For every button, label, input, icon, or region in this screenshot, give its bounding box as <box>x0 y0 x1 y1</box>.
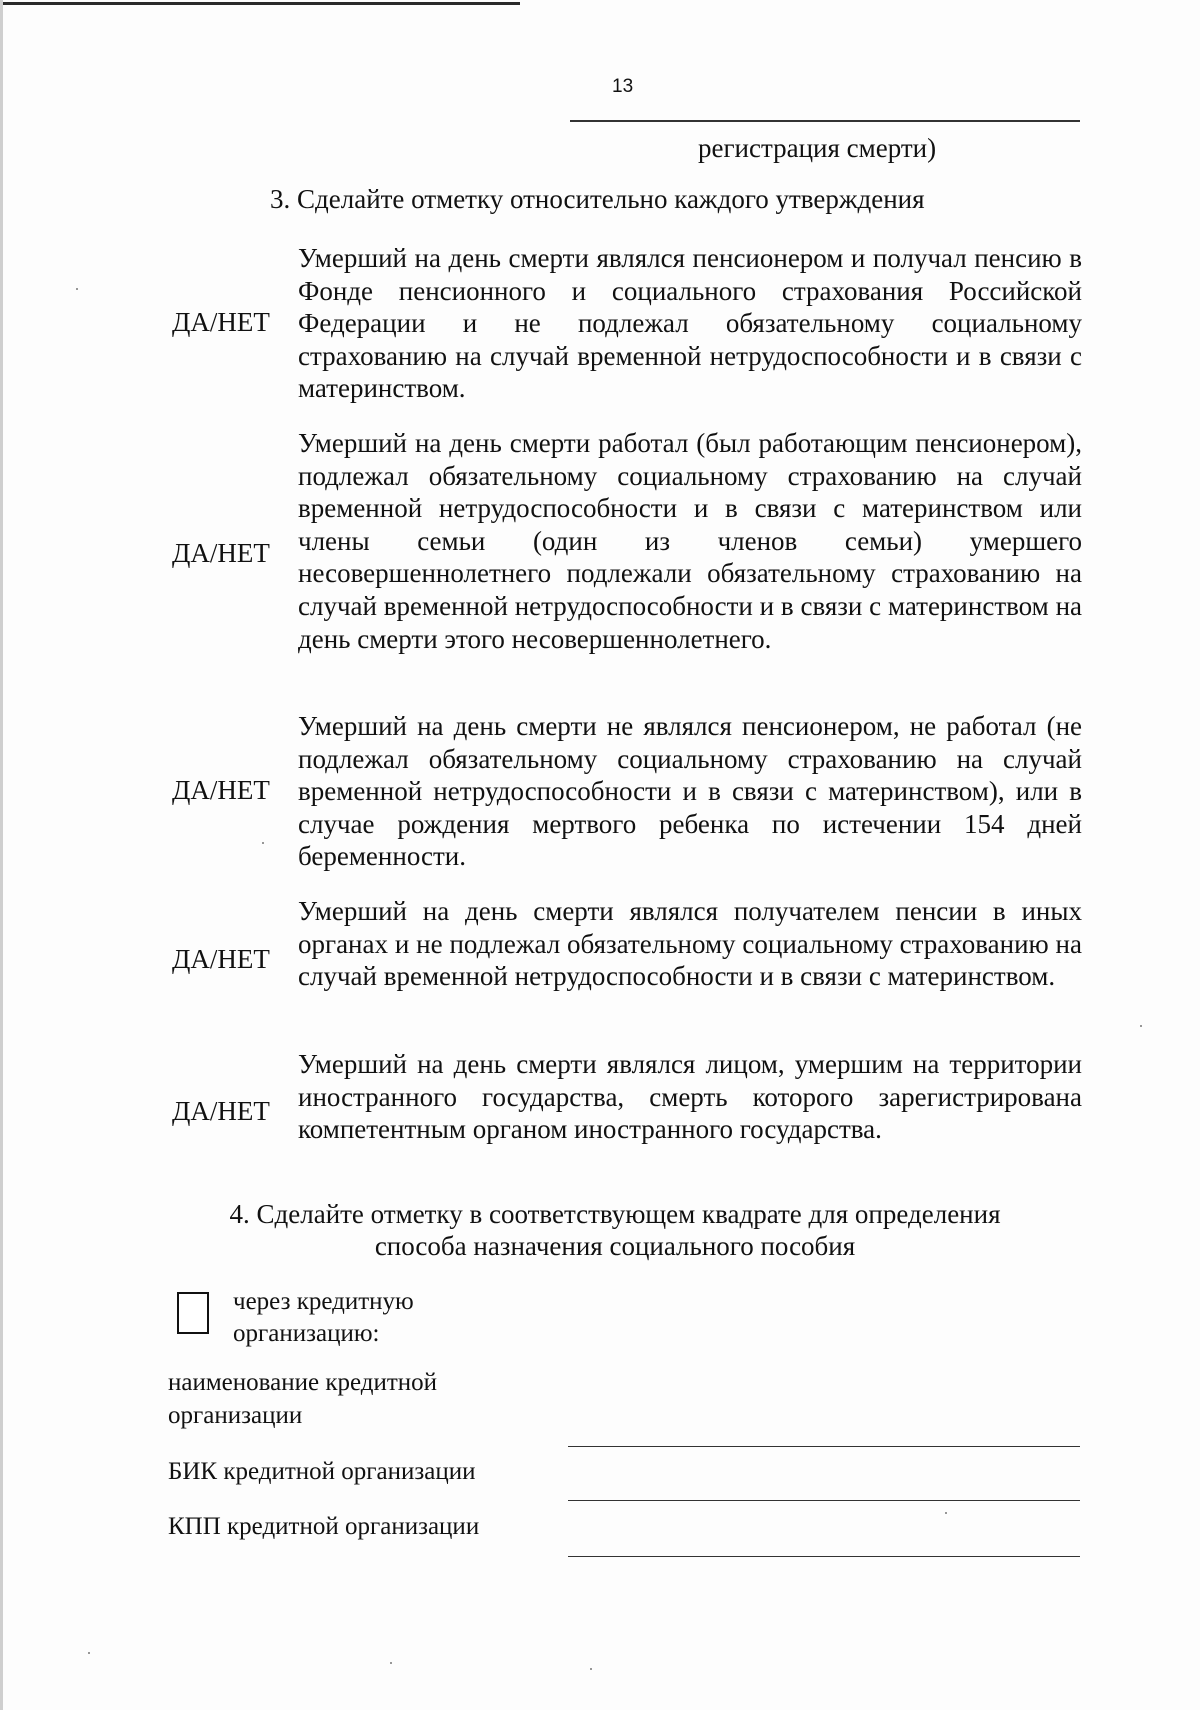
name-label-line-1: наименование кредитной <box>168 1369 438 1396</box>
option-label-line-2: организацию: <box>233 1320 380 1347</box>
statement-4 <box>172 895 1082 1025</box>
header-rule <box>570 120 1080 122</box>
page-number: 13 <box>612 76 634 97</box>
bik-field[interactable] <box>568 1474 1080 1501</box>
scan-speck <box>76 288 78 290</box>
statement-1 <box>172 242 1082 407</box>
statement-text: Умерший на день смерти являлся лицом, умершим на территории иностранного государства, смерть которого зарегистрирована компетентным органом иностранного государства. <box>298 1049 1082 1145</box>
bik-label: БИК кредитной организации <box>168 1458 476 1485</box>
statement-text: Умерший на день смерти не являлся пенсионером, не работал (не подлежал обязательному социальному страхованию на случай временной нетрудоспособности и в связи с материнством), или в случае рождения мертвого ребенка по истечении 154 дней беременности. <box>298 711 1082 872</box>
scan-speck <box>1140 1025 1142 1027</box>
yes-no-marker[interactable]: ДА/НЕТ <box>172 775 270 805</box>
kpp-label: КПП кредитной организации <box>168 1513 480 1540</box>
scan-speck <box>88 1652 90 1654</box>
credit-organization-name-label <box>168 1366 528 1432</box>
statement-2 <box>172 427 1082 685</box>
section-4-title <box>150 1198 1080 1262</box>
scan-edge-top <box>0 2 520 5</box>
yes-no-marker[interactable]: ДА/НЕТ <box>172 944 270 974</box>
statement-text: Умерший на день смерти являлся пенсионером и получал пенсию в Фонде пенсионного и социального страхования Российской Федерации и не подлежал обязательному социальному страхованию на случай временной нетрудоспособности и в связи с материнством. <box>298 243 1082 404</box>
yes-no-marker[interactable]: ДА/НЕТ <box>172 538 270 568</box>
statement-text: Умерший на день смерти работал (был работающим пенсионером), подлежал обязательному социальному страхованию на случай временной нетрудоспособности и в связи с материнством или члены семьи (один из членов семьи) умершего несовершеннолетнего подлежали обязательному страхованию на случай временной нетрудоспособности и в связи с материнством на день смерти этого несовершеннолетнего. <box>298 428 1082 654</box>
yes-no-marker[interactable]: ДА/НЕТ <box>172 307 270 337</box>
section-4-title-line-1: 4. Сделайте отметку в соответствующем квадрате для определения <box>229 1199 1001 1229</box>
scan-speck <box>262 842 264 844</box>
statement-text: Умерший на день смерти являлся получателем пенсии в иных органах и не подлежал обязательному социальному страхованию на случай временной нетрудоспособности и в связи с материнством. <box>298 896 1082 992</box>
scan-speck <box>590 1668 592 1670</box>
kpp-field[interactable] <box>568 1530 1080 1557</box>
credit-organization-checkbox[interactable] <box>177 1292 209 1334</box>
header-fragment: регистрация смерти) <box>698 133 937 163</box>
scan-speck <box>945 1512 947 1514</box>
name-label-line-2: организации <box>168 1402 303 1429</box>
section-4-title-line-2: способа назначения социального пособия <box>374 1231 856 1261</box>
section-3-title: 3. Сделайте отметку относительно каждого утверждения <box>270 184 925 214</box>
credit-organization-option-label <box>233 1286 473 1350</box>
credit-organization-name-field[interactable] <box>568 1420 1080 1447</box>
statement-5 <box>172 1048 1082 1178</box>
yes-no-marker[interactable]: ДА/НЕТ <box>172 1096 270 1126</box>
statement-3 <box>172 710 1082 875</box>
scan-speck <box>390 1662 392 1664</box>
scan-edge-left <box>0 0 3 1710</box>
option-label-line-1: через кредитную <box>233 1288 414 1315</box>
